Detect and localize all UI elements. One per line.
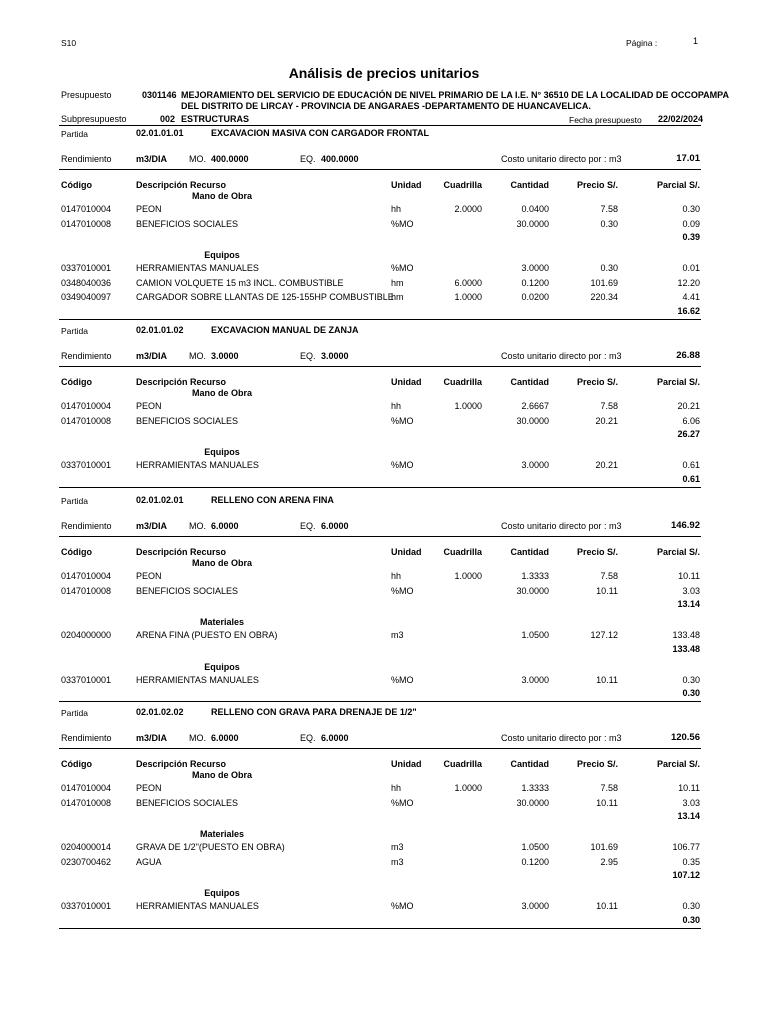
row-cuadrilla: 6.0000 <box>454 277 482 288</box>
row-precio: 20.21 <box>595 460 618 470</box>
row-parcial: 4.41 <box>682 292 700 302</box>
eq-value: 3.0000 <box>321 351 349 361</box>
rendimiento-divider <box>59 748 701 749</box>
row-precio: 127.12 <box>590 630 618 640</box>
subpresupuesto-name: ESTRUCTURAS <box>181 114 250 124</box>
group-title: Equipos <box>204 661 240 672</box>
row-parcial: 12.20 <box>677 277 700 288</box>
row-descripcion: BENEFICIOS SOCIALES <box>136 415 239 426</box>
row-parcial: 0.30 <box>682 901 700 911</box>
row-cantidad: 3.0000 <box>521 460 549 470</box>
col-cuadrilla: Cuadrilla <box>443 377 482 387</box>
group-subtotal: 26.27 <box>677 429 700 439</box>
col-parcial: Parcial S/. <box>656 759 700 769</box>
row-parcial: 10.11 <box>678 783 700 793</box>
row-unidad: hh <box>391 783 402 793</box>
row-cantidad: 1.0500 <box>521 842 549 852</box>
row-codigo: 0147010004 <box>61 401 112 411</box>
rendimiento-divider <box>59 169 701 170</box>
row-cantidad: 1.0500 <box>521 630 549 640</box>
row-descripcion: BENEFICIOS SOCIALES <box>136 797 239 808</box>
col-unidad: Unidad <box>391 377 422 387</box>
row-cantidad: 1.3333 <box>521 571 549 581</box>
row-parcial: 6.06 <box>682 415 700 426</box>
group-title: Equipos <box>204 447 240 457</box>
partida-label: Partida <box>61 496 88 506</box>
col-cantidad: Cantidad <box>510 180 549 190</box>
row-precio: 10.11 <box>596 674 618 685</box>
row-descripcion: HERRAMIENTAS MANUALES <box>136 460 259 470</box>
presupuesto-name-line1: MEJORAMIENTO DEL SERVICIO DE EDUCACIÓN DE NIVEL PRIMARIO DE LA I.E. N° 36510 DE LA LOCALIDAD DE OCCOPAMPA <box>181 90 730 100</box>
partida-divider <box>59 928 701 929</box>
costo-value: 146.92 <box>670 520 700 531</box>
row-parcial: 0.30 <box>682 674 700 685</box>
row-cuadrilla: 1.0000 <box>454 571 482 581</box>
row-cantidad: 30.0000 <box>516 218 549 229</box>
group-title: Mano de Obra <box>191 770 252 780</box>
col-parcial: Parcial S/. <box>656 377 700 387</box>
row-codigo: 0147010004 <box>61 783 112 793</box>
row-cantidad: 30.0000 <box>516 797 549 808</box>
row-codigo: 0337010001 <box>61 674 112 685</box>
page-label: Página : <box>626 38 658 48</box>
partida-label: Partida <box>61 708 88 718</box>
row-precio: 101.69 <box>590 842 618 852</box>
group-subtotal: 13.14 <box>677 811 700 821</box>
eq-label: EQ. <box>300 351 316 361</box>
col-cuadrilla: Cuadrilla <box>443 547 482 557</box>
col-descripcion: Descripción Recurso <box>136 547 227 557</box>
col-cuadrilla: Cuadrilla <box>443 759 482 769</box>
group-subtotal: 107.12 <box>672 870 700 880</box>
costo-value: 17.01 <box>676 153 700 164</box>
rendimiento-unit: m3/DIA <box>136 733 168 743</box>
group-subtotal: 0.61 <box>682 473 700 484</box>
row-precio: 2.95 <box>600 856 618 867</box>
row-descripcion: AGUA <box>136 856 162 867</box>
col-precio: Precio S/. <box>576 759 618 769</box>
row-cuadrilla: 1.0000 <box>454 783 482 793</box>
row-unidad: %MO <box>391 901 414 911</box>
mo-label: MO. <box>189 351 206 361</box>
row-unidad: %MO <box>391 218 414 229</box>
row-codigo: 0204000000 <box>61 630 112 640</box>
row-descripcion: PEON <box>136 204 162 214</box>
row-codigo: 0348040036 <box>61 277 112 288</box>
group-title: Equipos <box>204 250 240 260</box>
mo-label: MO. <box>189 521 206 531</box>
group-subtotal: 0.30 <box>682 688 700 698</box>
group-title: Mano de Obra <box>191 558 252 568</box>
row-parcial: 3.03 <box>682 585 700 596</box>
col-unidad: Unidad <box>391 759 422 769</box>
col-cuadrilla: Cuadrilla <box>443 180 482 190</box>
eq-value: 6.0000 <box>321 521 349 531</box>
eq-value: 6.0000 <box>321 733 349 743</box>
costo-value: 26.88 <box>676 350 700 361</box>
partida-name: RELLENO CON ARENA FINA <box>211 495 334 505</box>
group-subtotal: 16.62 <box>677 305 700 316</box>
row-parcial: 0.30 <box>682 204 700 214</box>
row-descripcion: PEON <box>136 783 162 793</box>
row-precio: 10.11 <box>596 585 618 596</box>
col-codigo: Código <box>61 180 92 190</box>
row-parcial: 0.09 <box>682 218 700 229</box>
eq-label: EQ. <box>300 154 316 164</box>
rendimiento-divider <box>59 536 701 537</box>
header-divider <box>59 125 701 126</box>
partida-label: Partida <box>61 326 88 336</box>
row-unidad: m3 <box>391 856 404 867</box>
fecha-label: Fecha presupuesto <box>569 115 642 125</box>
col-codigo: Código <box>61 377 92 387</box>
partida-name: RELLENO CON GRAVA PARA DRENAJE DE 1/2" <box>211 707 417 717</box>
partida-code: 02.01.01.02 <box>136 325 184 335</box>
mo-label: MO. <box>189 733 206 743</box>
row-codigo: 0349040097 <box>61 292 112 302</box>
row-codigo: 0147010008 <box>61 797 112 808</box>
group-subtotal: 133.48 <box>672 643 700 654</box>
col-cantidad: Cantidad <box>510 377 549 387</box>
col-precio: Precio S/. <box>576 180 618 190</box>
row-precio: 10.11 <box>596 797 618 808</box>
partida-name: EXCAVACION MASIVA CON CARGADOR FRONTAL <box>211 128 429 138</box>
col-parcial: Parcial S/. <box>656 547 700 557</box>
row-parcial: 0.61 <box>682 460 700 470</box>
col-codigo: Código <box>61 547 92 557</box>
costo-label: Costo unitario directo por : m3 <box>501 154 622 164</box>
row-precio: 7.58 <box>600 204 618 214</box>
costo-label: Costo unitario directo por : m3 <box>501 351 622 361</box>
col-descripcion: Descripción Recurso <box>136 377 227 387</box>
row-descripcion: ARENA FINA (PUESTO EN OBRA) <box>136 630 278 640</box>
costo-label: Costo unitario directo por : m3 <box>501 733 622 743</box>
row-cuadrilla: 1.0000 <box>454 292 482 302</box>
row-codigo: 0337010001 <box>61 901 112 911</box>
row-cantidad: 1.3333 <box>521 783 549 793</box>
row-codigo: 0337010001 <box>61 460 112 470</box>
fecha-value: 22/02/2024 <box>658 114 704 124</box>
row-unidad: hh <box>391 571 402 581</box>
col-descripcion: Descripción Recurso <box>136 180 227 190</box>
col-unidad: Unidad <box>391 547 422 557</box>
mo-label: MO. <box>189 154 206 164</box>
row-parcial: 133.48 <box>672 630 700 640</box>
group-subtotal: 0.39 <box>682 232 700 242</box>
rendimiento-unit: m3/DIA <box>136 351 168 361</box>
row-cantidad: 3.0000 <box>521 674 549 685</box>
row-cuadrilla: 2.0000 <box>454 204 482 214</box>
row-precio: 20.21 <box>595 415 618 426</box>
partida-code: 02.01.02.01 <box>136 495 184 505</box>
costo-value: 120.56 <box>670 732 700 743</box>
col-cantidad: Cantidad <box>510 547 549 557</box>
row-cantidad: 0.0200 <box>521 292 549 302</box>
row-descripcion: PEON <box>136 401 162 411</box>
row-unidad: %MO <box>391 585 414 596</box>
group-subtotal: 0.30 <box>682 914 700 925</box>
group-title: Materiales <box>199 829 245 839</box>
col-precio: Precio S/. <box>576 547 618 557</box>
partida-divider <box>59 319 701 320</box>
group-title: Equipos <box>204 888 240 898</box>
row-parcial: 0.01 <box>682 263 700 273</box>
row-descripcion: CARGADOR SOBRE LLANTAS DE 125-155HP COMBUSTIBLE <box>136 292 394 302</box>
partida-divider <box>59 487 701 488</box>
row-unidad: hh <box>391 401 402 411</box>
row-descripcion: PEON <box>136 571 162 581</box>
partida-code: 02.01.01.01 <box>136 128 184 138</box>
row-parcial: 20.21 <box>677 401 700 411</box>
row-codigo: 0230700462 <box>61 856 112 867</box>
row-descripcion: BENEFICIOS SOCIALES <box>136 218 239 229</box>
row-parcial: 106.77 <box>672 842 700 852</box>
page-number: 1 <box>693 36 699 46</box>
row-cantidad: 30.0000 <box>516 415 549 426</box>
row-codigo: 0147010008 <box>61 585 112 596</box>
row-codigo: 0147010008 <box>61 218 112 229</box>
row-cantidad: 30.0000 <box>516 585 549 596</box>
col-cantidad: Cantidad <box>510 759 549 769</box>
mo-value: 3.0000 <box>211 351 239 361</box>
row-cantidad: 0.1200 <box>521 277 549 288</box>
group-title: Mano de Obra <box>191 191 252 201</box>
group-title: Mano de Obra <box>191 388 252 398</box>
presupuesto-name-line2: DEL DISTRITO DE LIRCAY - PROVINCIA DE ANGARAES -DEPARTAMENTO DE HUANCAVELICA. <box>181 101 591 111</box>
mo-value: 6.0000 <box>211 733 239 743</box>
eq-value: 400.0000 <box>321 154 359 164</box>
row-precio: 0.30 <box>600 218 618 229</box>
row-descripcion: BENEFICIOS SOCIALES <box>136 585 239 596</box>
presupuesto-code: 0301146 <box>142 90 177 100</box>
rendimiento-unit: m3/DIA <box>136 521 168 531</box>
row-parcial: 10.11 <box>678 571 700 581</box>
row-cantidad: 2.6667 <box>521 401 549 411</box>
row-precio: 7.58 <box>600 571 618 581</box>
row-cantidad: 3.0000 <box>521 901 549 911</box>
group-title: Materiales <box>199 617 245 627</box>
col-precio: Precio S/. <box>576 377 618 387</box>
col-parcial: Parcial S/. <box>656 180 700 190</box>
row-precio: 101.69 <box>590 277 618 288</box>
row-descripcion: HERRAMIENTAS MANUALES <box>136 901 259 911</box>
row-codigo: 0204000014 <box>61 842 112 852</box>
partida-label: Partida <box>61 129 88 139</box>
eq-label: EQ. <box>300 521 316 531</box>
row-cuadrilla: 1.0000 <box>454 401 482 411</box>
col-unidad: Unidad <box>391 180 422 190</box>
row-unidad: %MO <box>391 797 414 808</box>
subpresupuesto-code: 002 <box>160 114 176 124</box>
rendimiento-divider <box>59 366 701 367</box>
partida-name: EXCAVACION MANUAL DE ZANJA <box>211 325 359 335</box>
row-unidad: hm <box>391 277 404 288</box>
subpresupuesto-label: Subpresupuesto <box>61 114 127 124</box>
row-cantidad: 3.0000 <box>521 263 549 273</box>
partida-code: 02.01.02.02 <box>136 707 184 717</box>
row-unidad: %MO <box>391 415 414 426</box>
row-parcial: 0.35 <box>682 856 700 867</box>
presupuesto-label: Presupuesto <box>61 90 112 100</box>
row-parcial: 3.03 <box>682 797 700 808</box>
costo-label: Costo unitario directo por : m3 <box>501 521 622 531</box>
row-unidad: %MO <box>391 263 414 273</box>
row-descripcion: HERRAMIENTAS MANUALES <box>136 674 259 685</box>
row-cantidad: 0.1200 <box>521 856 549 867</box>
rendimiento-label: Rendimiento <box>61 733 112 743</box>
group-subtotal: 13.14 <box>677 599 700 609</box>
row-codigo: 0147010004 <box>61 571 112 581</box>
rendimiento-unit: m3/DIA <box>136 154 168 164</box>
row-codigo: 0147010008 <box>61 415 112 426</box>
row-unidad: m3 <box>391 630 404 640</box>
row-descripcion: GRAVA DE 1/2"(PUESTO EN OBRA) <box>136 842 285 852</box>
row-unidad: m3 <box>391 842 404 852</box>
row-precio: 0.30 <box>600 263 618 273</box>
row-precio: 220.34 <box>590 292 618 302</box>
page-title: Análisis de precios unitarios <box>288 65 480 81</box>
mo-value: 6.0000 <box>211 521 239 531</box>
row-unidad: hm <box>391 292 404 302</box>
row-descripcion: HERRAMIENTAS MANUALES <box>136 263 259 273</box>
eq-label: EQ. <box>300 733 316 743</box>
row-codigo: 0147010004 <box>61 204 112 214</box>
col-codigo: Código <box>61 759 92 769</box>
partida-divider <box>59 701 701 702</box>
row-codigo: 0337010001 <box>61 263 112 273</box>
row-unidad: %MO <box>391 460 414 470</box>
rendimiento-label: Rendimiento <box>61 154 112 164</box>
rendimiento-label: Rendimiento <box>61 521 112 531</box>
row-unidad: hh <box>391 204 402 214</box>
rendimiento-label: Rendimiento <box>61 351 112 361</box>
row-cantidad: 0.0400 <box>521 204 549 214</box>
row-precio: 7.58 <box>600 401 618 411</box>
row-unidad: %MO <box>391 674 414 685</box>
col-descripcion: Descripción Recurso <box>136 759 227 769</box>
report-code: S10 <box>61 38 77 48</box>
row-precio: 7.58 <box>600 783 618 793</box>
row-precio: 10.11 <box>596 901 618 911</box>
mo-value: 400.0000 <box>211 154 249 164</box>
row-descripcion: CAMION VOLQUETE 15 m3 INCL. COMBUSTIBLE <box>136 277 344 288</box>
